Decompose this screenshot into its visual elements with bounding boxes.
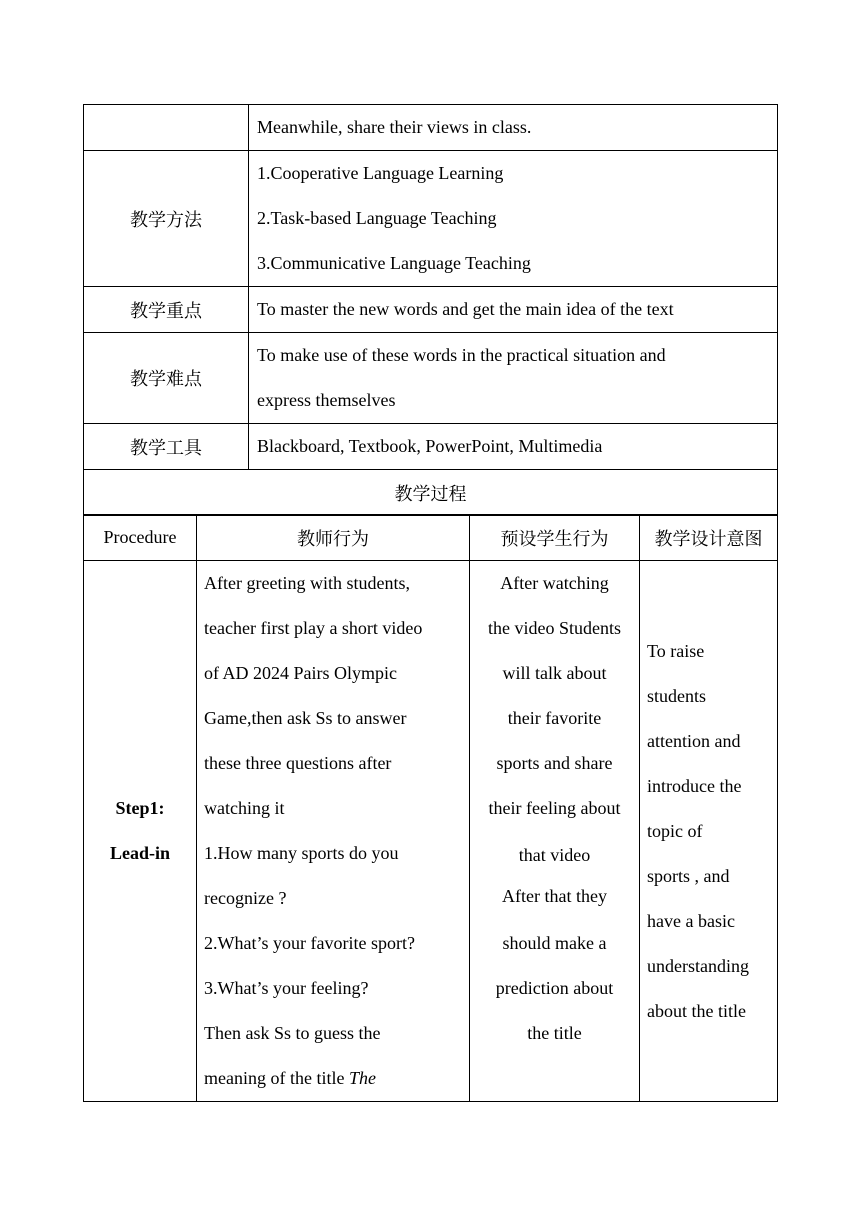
text-line: will talk about xyxy=(502,663,607,683)
row-value xyxy=(249,424,778,470)
table-row xyxy=(84,424,778,470)
text-line: 3.What’s your feeling? xyxy=(204,978,369,998)
row-label xyxy=(84,105,249,151)
text-line: 2.Task-based Language Teaching xyxy=(257,208,497,228)
text-line: recognize ? xyxy=(204,888,287,908)
text-line: Then ask Ss to guess the xyxy=(204,1023,381,1043)
header-teacher-behavior: 教师行为 xyxy=(197,515,470,561)
text-line: sports and share xyxy=(496,753,613,773)
student-behavior-cell xyxy=(470,561,640,1102)
text-line: students xyxy=(647,686,707,706)
text-line: Game,then ask Ss to answer xyxy=(204,708,407,728)
text-line: After greeting with students, xyxy=(204,573,410,593)
title-italic: The xyxy=(348,1068,376,1088)
table-row xyxy=(84,333,778,424)
text-line: 1.Cooperative Language Learning xyxy=(257,163,504,183)
table-row xyxy=(84,287,778,333)
header-student-behavior: 预设学生行为 xyxy=(470,515,640,561)
text-line: 2.What’s your favorite sport? xyxy=(204,933,415,953)
table-row xyxy=(84,151,778,287)
row-value xyxy=(249,105,778,151)
text-line: After that they xyxy=(502,886,607,906)
row-label-teaching-tools: 教学工具 xyxy=(84,424,249,470)
text-line: teacher first play a short video xyxy=(204,618,423,638)
step-label: Step1: xyxy=(115,798,165,818)
design-intent-cell xyxy=(640,561,778,1102)
step-name xyxy=(84,561,197,1102)
process-title: 教学过程 xyxy=(84,470,778,516)
text-line: their favorite xyxy=(507,708,602,728)
text-line: the title xyxy=(527,1023,582,1043)
text-line: understanding xyxy=(647,956,749,976)
text-line: To master the new words and get the main idea of the text xyxy=(257,299,674,319)
teacher-behavior-cell xyxy=(197,561,470,1102)
table-row xyxy=(84,470,778,516)
text-line: that video xyxy=(518,845,591,865)
header-procedure: Procedure xyxy=(84,515,197,561)
text-line: introduce the xyxy=(647,776,742,796)
text-line: To raise xyxy=(647,641,705,661)
row-value xyxy=(249,287,778,333)
table-row xyxy=(84,105,778,151)
text-line: express themselves xyxy=(257,390,396,410)
text-line: sports , and xyxy=(647,866,730,886)
text-line: To make use of these words in the practical situation and xyxy=(257,345,666,365)
table-row xyxy=(84,561,778,1102)
text-fragment: meaning of the title xyxy=(204,1068,349,1088)
row-value xyxy=(249,333,778,424)
text-line: watching it xyxy=(204,798,285,818)
text-line xyxy=(204,1056,469,1101)
text-line: prediction about xyxy=(495,978,614,998)
text-line: attention and xyxy=(647,731,741,751)
header-row xyxy=(84,515,778,561)
text-line: Blackboard, Textbook, PowerPoint, Multimedia xyxy=(257,436,603,456)
row-value xyxy=(249,151,778,287)
row-label-key-points: 教学重点 xyxy=(84,287,249,333)
text-line: 3.Communicative Language Teaching xyxy=(257,253,531,273)
text-line: these three questions after xyxy=(204,753,392,773)
step-title: Lead-in xyxy=(109,843,170,863)
text-line: of AD 2024 Pairs Olympic xyxy=(204,663,397,683)
teaching-process-table xyxy=(83,514,778,1102)
header-design-intent: 教学设计意图 xyxy=(640,515,778,561)
text-line: have a basic xyxy=(647,911,735,931)
text-line: topic of xyxy=(647,821,703,841)
course-info-table xyxy=(83,104,778,516)
text-line: about the title xyxy=(647,1001,746,1021)
text-line: Meanwhile, share their views in class. xyxy=(257,117,532,137)
text-line: the video Students xyxy=(488,618,621,638)
text-line: should make a xyxy=(502,933,607,953)
text-line: After watching xyxy=(500,573,609,593)
row-label-difficult-points: 教学难点 xyxy=(84,333,249,424)
row-label-teaching-methods: 教学方法 xyxy=(84,151,249,287)
text-line: their feeling about xyxy=(488,798,621,818)
text-line: 1.How many sports do you xyxy=(204,843,399,863)
